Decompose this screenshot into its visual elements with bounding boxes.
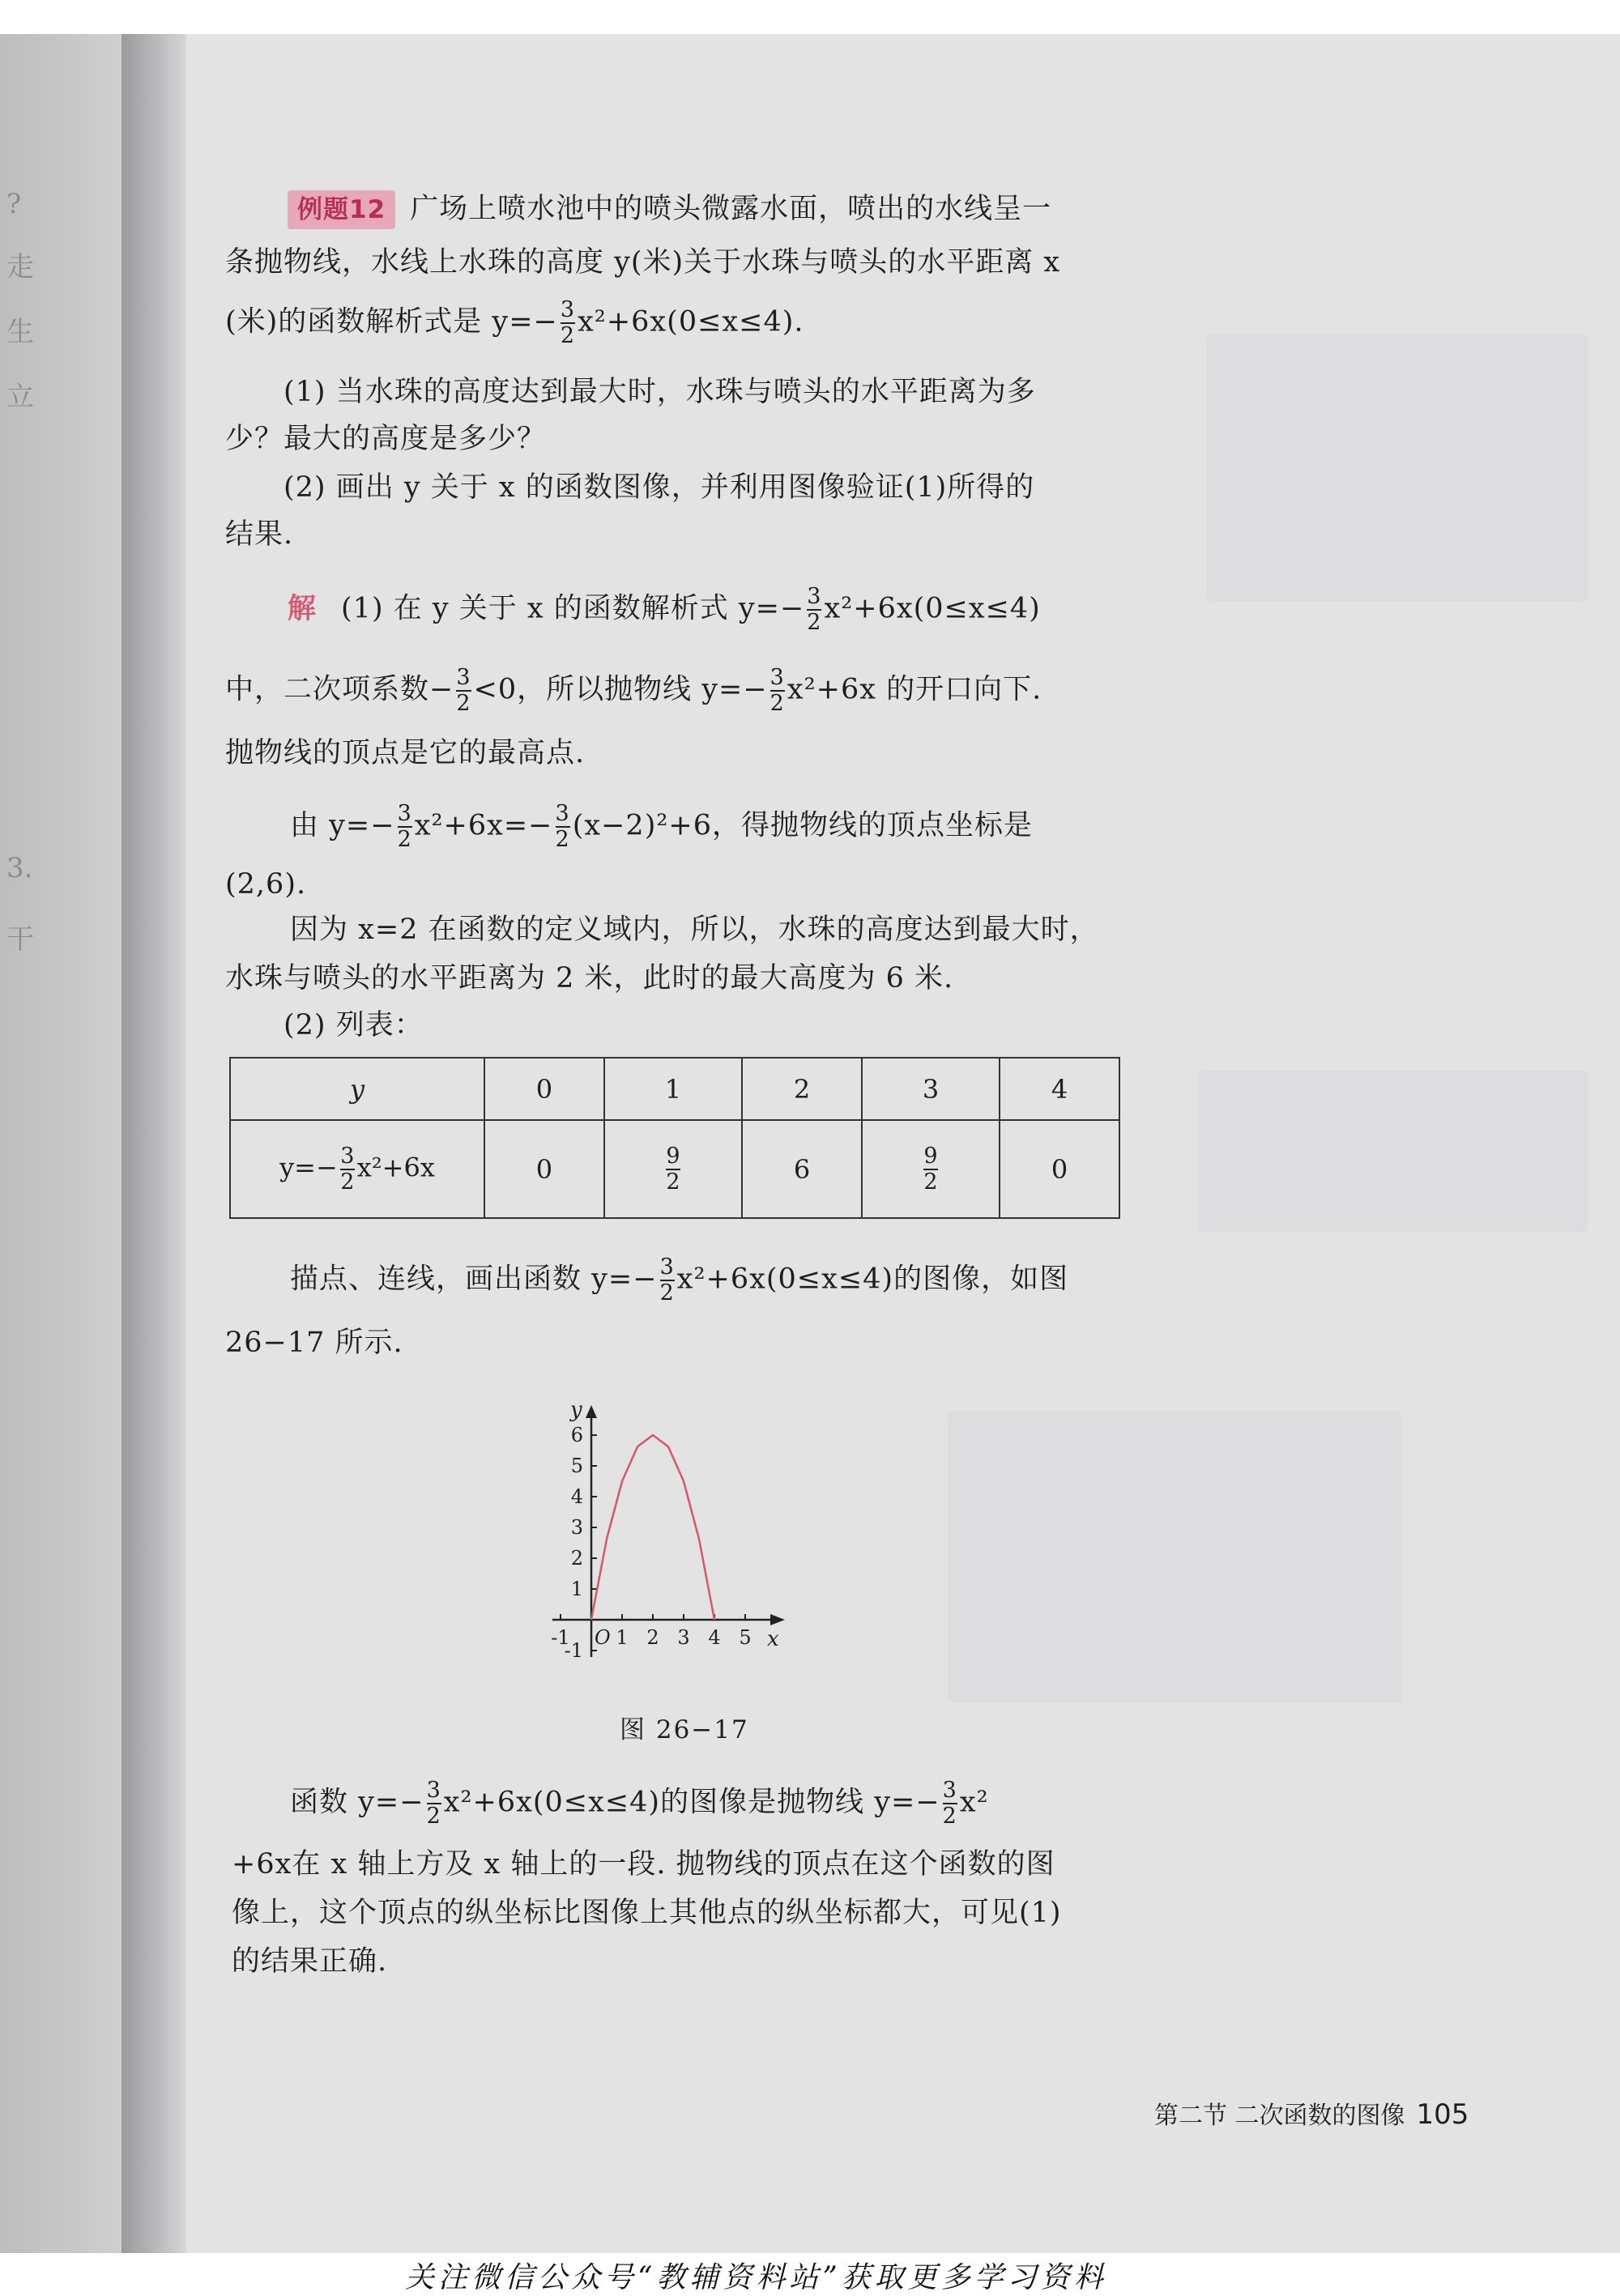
denominator: 2 [942,1804,957,1829]
x-tick-label: 5 [739,1626,752,1649]
text: x² [959,1786,989,1819]
text: 中，二次项系数− [225,673,454,706]
numerator: 3 [340,1143,355,1169]
x-tick-label: 4 [708,1626,721,1649]
numerator: 9 [923,1143,938,1169]
example-line-1 [288,190,1051,229]
parabola-chart [518,1377,842,1685]
fraction [666,1144,680,1195]
example-line-2: 条抛物线，水线上水珠的高度 y(米)关于水珠与喷头的水平距离 x [225,246,1061,279]
numerator: 3 [426,1778,441,1803]
page-number: 105 [1416,2098,1469,2131]
question-2-line-2: 结果. [225,518,294,551]
y-tick-label: -1 [564,1639,583,1662]
numerator: 3 [807,584,822,609]
fraction [556,802,570,852]
table-cell: 0 [1000,1120,1119,1218]
y-tick-label: 5 [570,1455,583,1477]
conclusion-line-1 [290,1778,989,1829]
y-tick-label: 1 [570,1578,583,1600]
fraction [943,1778,957,1829]
section-title: 第二节 二次函数的图像 [1154,2102,1405,2130]
table-row [230,1120,1119,1218]
table-row-header [230,1058,484,1120]
watermark-text: 关注微信公众号“教辅资料站”获取更多学习资料 [405,2261,1107,2294]
left-fragment: 3. [6,852,33,884]
cell-text: y=− [279,1152,338,1182]
left-page-edge [0,34,122,2253]
table-cell: 1 [604,1058,742,1120]
fraction [660,1255,675,1306]
denominator: 2 [666,1169,680,1195]
solution-label: 解 [288,591,318,625]
table-row [230,1058,1119,1120]
left-fragment: 生 [6,316,34,348]
conclusion-line-2: +6x在 x 轴上方及 x 轴上的一段. 抛物线的顶点在这个函数的图 [232,1848,1055,1881]
x-tick-label: 3 [677,1626,690,1649]
denominator: 2 [659,1280,675,1306]
y-tick-label: 4 [570,1485,583,1508]
numerator: 3 [659,1254,675,1280]
fraction [770,666,785,716]
text: (米)的函数解析式是 y=− [225,305,558,339]
y-axis-label: y [570,1398,582,1422]
text: (x−2)²+6，得抛物线的顶点坐标是 [572,809,1033,842]
left-fragment: ? [6,188,22,220]
question-1-line-1: (1) 当水珠的高度达到最大时，水珠与喷头的水平距离为多 [284,376,1036,408]
left-fragment: 立 [6,381,34,413]
fraction [807,585,821,635]
table-cell: 0 [484,1120,604,1218]
solution-line-2 [225,666,1042,716]
denominator: 2 [426,1804,441,1829]
y-axis-arrow [586,1405,597,1418]
solution-line-4 [290,802,1033,852]
denominator: 2 [397,827,412,852]
x-axis-label: x [767,1627,779,1651]
left-fragment: 走 [6,251,34,283]
figure-intro-line-2: 26−17 所示. [225,1327,403,1359]
denominator: 2 [456,691,471,716]
fraction [398,802,412,852]
table-cell: 3 [862,1058,1000,1120]
numerator: 3 [456,665,471,690]
value-table [229,1057,1120,1219]
fraction [923,1144,938,1195]
page-footer [1154,2095,1469,2131]
solution-line-7: 水珠与喷头的水平距离为 2 米，此时的最大高度为 6 米. [225,962,954,995]
x-tick-label: 2 [646,1626,659,1649]
solution-line-5: (2,6). [225,868,307,901]
solution-line-8: (2) 列表： [284,1009,424,1042]
table-cell: 6 [742,1120,862,1218]
text: x²+6x=− [414,809,553,842]
x-tick-label: -1 [551,1626,570,1649]
fraction [340,1144,355,1195]
table-cell: 2 [742,1058,862,1120]
bleed-through [948,1411,1401,1702]
figure-intro-line-1 [290,1255,1068,1306]
text: 函数 y=− [290,1786,424,1819]
denominator: 2 [560,323,576,348]
x-tick-label: 1 [616,1626,629,1649]
question-1-line-2: 少？最大的高度是多少？ [225,423,547,455]
y-tick-label: 2 [570,1547,583,1570]
y-tick-label: 3 [570,1516,583,1539]
cell-text: y [349,1073,365,1105]
denominator: 2 [340,1169,355,1195]
numerator: 3 [942,1778,957,1803]
text: (1) 在 y 关于 x 的函数解析式 y=− [341,592,805,625]
denominator: 2 [770,691,785,716]
text: 描点、连线，画出函数 y=− [290,1263,658,1296]
numerator: 3 [397,801,412,826]
table-cell [862,1120,1000,1218]
bleed-through [1207,334,1588,601]
table-cell [604,1120,742,1218]
page-gutter [122,34,186,2253]
y-tick-label: 6 [570,1424,583,1446]
example-badge: 例题12 [288,190,395,229]
text: x²+6x 的开口向下. [787,673,1042,706]
denominator: 2 [555,827,570,852]
numerator: 3 [560,297,576,322]
numerator: 3 [555,801,570,826]
table-cell: 4 [1000,1058,1119,1120]
fraction [456,666,471,716]
numerator: 3 [770,665,785,690]
solution-line-1 [288,585,1041,635]
figure-caption: 图 26−17 [620,1715,749,1744]
text: <0，所以抛物线 y=− [473,673,768,706]
text: x²+6x(0≤x≤4)的图像是抛物线 y=− [443,1786,940,1819]
left-fragment: 干 [6,923,34,956]
text: x²+6x(0≤x≤4) [824,592,1041,625]
fraction [427,1778,441,1829]
parabola-curve [591,1435,714,1620]
denominator: 2 [923,1169,938,1195]
text: x²+6x(0≤x≤4). [578,305,804,339]
denominator: 2 [807,610,822,635]
conclusion-line-3: 像上，这个顶点的纵坐标比图像上其他点的纵坐标都大，可见(1) [232,1897,1062,1929]
numerator: 9 [666,1143,680,1169]
fraction [561,298,575,348]
text: 由 y=− [290,809,395,842]
x-axis-arrow [770,1614,785,1625]
example-line-3 [225,298,804,348]
text: 广场上喷水池中的喷头微露水面，喷出的水线呈一 [410,193,1052,225]
conclusion-line-4: 的结果正确. [232,1945,388,1978]
text: x²+6x(0≤x≤4)的图像，如图 [676,1263,1069,1296]
origin-label: O [595,1626,611,1649]
bleed-through [1199,1071,1588,1233]
solution-line-6: 因为 x=2 在函数的定义域内，所以，水珠的高度达到最大时， [290,914,1099,946]
cell-text: x²+6x [356,1152,435,1182]
table-row-header [230,1120,484,1218]
question-2-line-1: (2) 画出 y 关于 x 的函数图像，并利用图像验证(1)所得的 [284,471,1035,504]
solution-line-3: 抛物线的顶点是它的最高点. [225,737,586,769]
table-cell: 0 [484,1058,604,1120]
